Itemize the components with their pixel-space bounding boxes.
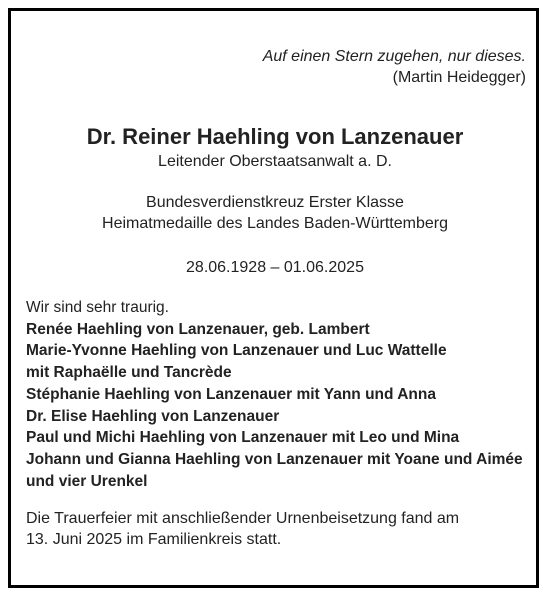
quote-text: Auf einen Stern zugehen, nur dieses. <box>262 48 526 65</box>
mourner-line: Dr. Elise Haehling von Lanzenauer <box>26 407 280 425</box>
mourner-line: Paul und Michi Haehling von Lanzenauer mit Leo und Mina <box>26 429 460 447</box>
honor-item: Heimatmedaille des Landes Baden-Württemberg <box>102 215 448 232</box>
mourners-intro: Wir sind sehr traurig. <box>26 299 169 316</box>
mourner-line: mit Raphaëlle und Tancrède <box>26 364 232 382</box>
funeral-notice <box>26 508 516 550</box>
quote <box>263 46 526 88</box>
funeral-notice-line: 13. Juni 2025 im Familienkreis statt. <box>26 531 282 548</box>
deceased-title: Leitender Oberstaatsanwalt a. D. <box>158 153 392 170</box>
deceased-name: Dr. Reiner Haehling von Lanzenauer <box>86 124 464 149</box>
mourner-line: Marie-Yvonne Haehling von Lanzenauer und Luc Wattelle <box>26 342 447 360</box>
honor-item: Bundesverdienstkreuz Erster Klasse <box>146 194 404 211</box>
funeral-notice-line: Die Trauerfeier mit anschließender Urnenbeisetzung fand am <box>26 510 460 527</box>
mourner-line: Renée Haehling von Lanzenauer, geb. Lambert <box>26 320 370 338</box>
mourner-line: Johann und Gianna Haehling von Lanzenauer mit Yoane und Aimée <box>26 450 523 468</box>
life-dates: 28.06.1928 – 01.06.2025 <box>186 259 364 276</box>
mourner-line: und vier Urenkel <box>26 472 148 490</box>
quote-author: (Martin Heidegger) <box>392 69 526 86</box>
honors <box>0 192 550 234</box>
mourners-list <box>26 297 523 492</box>
mourner-line: Stéphanie Haehling von Lanzenauer mit Yann und Anna <box>26 385 436 403</box>
